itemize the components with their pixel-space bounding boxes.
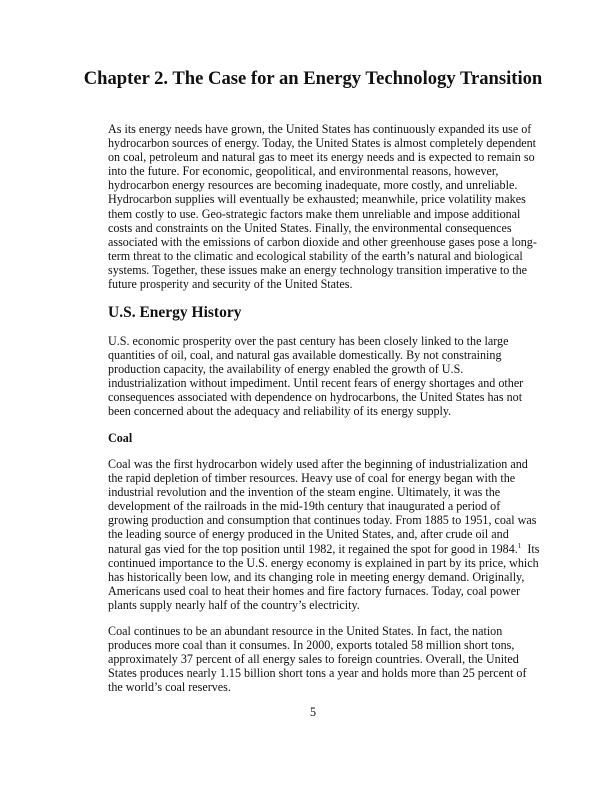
text-line: consequences associated with dependence on hydrocarbons, the United States has not <box>108 390 523 405</box>
coal-paragraph-1 <box>108 457 540 612</box>
text-line: the world’s coal reserves. <box>108 680 231 695</box>
text-line: Coal continues to be an abundant resource in the United States. In fact, the nation <box>108 624 503 638</box>
text-line: quantities of oil, coal, and natural gas available domestically. By not constraining <box>108 348 502 363</box>
text-line: costs and constraints on the United States. Finally, the environmental consequences <box>108 220 512 235</box>
text-line: approximately 37 percent of all energy sales to foreign countries. Overall, the United <box>108 652 519 667</box>
text-line: industrial revolution and the invention of the steam engine. Ultimately, it was the <box>108 485 501 500</box>
text-line: hydrocarbon energy resources are becoming inadequate, more costly, and unreliable. <box>108 178 518 193</box>
text-line: systems. Together, these issues make an energy technology transition imperative to the <box>108 262 528 277</box>
text-line: future prosperity and security of the United States. <box>108 277 353 292</box>
text-line: development of the railroads in the mid-19th century that inaugurated a period of <box>108 499 501 514</box>
page-number: 5 <box>309 705 317 719</box>
text-line: production capacity, the availability of energy enabled the growth of U.S. <box>108 362 464 377</box>
text-line: the rapid depletion of timber resources. Heavy use of coal for energy began with the <box>108 471 516 486</box>
text-line: into the future. For economic, geopolitical, and environmental reasons, however, <box>108 164 499 179</box>
section-heading: U.S. Energy History <box>108 304 242 321</box>
text-segment: natural gas vied for the top position until 1982, it regained the spot for good in 1984. <box>108 541 518 556</box>
text-line: U.S. economic prosperity over the past century has been closely linked to the large <box>108 334 509 348</box>
text-line: Americans used coal to heat their homes and fire factory furnaces. Today, coal power <box>108 583 521 598</box>
text-line: on coal, petroleum and natural gas to meet its energy needs and is expected to remain so <box>108 150 535 165</box>
text-line: growing production and consumption that continues today. From 1885 to 1951, coal was <box>108 513 537 528</box>
subsection-heading: Coal <box>108 431 133 445</box>
text-line: Hydrocarbon supplies will eventually be exhausted; meanwhile, price volatility makes <box>108 192 526 207</box>
text-line: been concerned about the adequacy and reliability of its energy supply. <box>108 404 452 419</box>
text-line: produces more coal than it consumes. In 2000, exports totaled 58 million short tons, <box>108 638 515 653</box>
text-line: has historically been low, and its changing role in meeting energy demand. Originally, <box>108 569 525 584</box>
text-segment: Its <box>521 541 540 556</box>
text-line: industrialization without impediment. Until recent fears of energy shortages and other <box>108 376 524 391</box>
footnote-marker[interactable]: 1 <box>517 541 522 550</box>
text-line: term threat to the climatic and ecological stability of the earth’s natural and biological <box>108 248 523 263</box>
intro-paragraph <box>108 122 537 292</box>
chapter-title: Chapter 2. The Case for an Energy Technology Transition <box>83 68 543 89</box>
text-line: continued importance to the U.S. energy economy is explained in part by its price, which <box>108 555 539 570</box>
text-line: the leading source of energy produced in the United States, and, after crude oil and <box>108 527 509 542</box>
text-line: plants supply nearly half of the country’s electricity. <box>108 597 360 612</box>
text-line: hydrocarbon sources of energy. Today, the United States is almost completely dependent <box>108 136 537 151</box>
coal-paragraph-2 <box>108 624 528 694</box>
text-line: Coal was the first hydrocarbon widely used after the beginning of industrialization and <box>108 457 528 471</box>
text-line: States produces nearly 1.15 billion short tons a year and holds more than 25 percent of <box>108 666 527 681</box>
text-line: As its energy needs have grown, the United States has continuously expanded its use of <box>108 122 532 136</box>
history-paragraph <box>108 334 528 419</box>
text-line: them costly to use. Geo-strategic factors make them unreliable and impose additional <box>108 206 521 221</box>
text-line <box>108 541 540 556</box>
text-line: associated with the emissions of carbon dioxide and other greenhouse gases pose a long- <box>108 234 537 249</box>
